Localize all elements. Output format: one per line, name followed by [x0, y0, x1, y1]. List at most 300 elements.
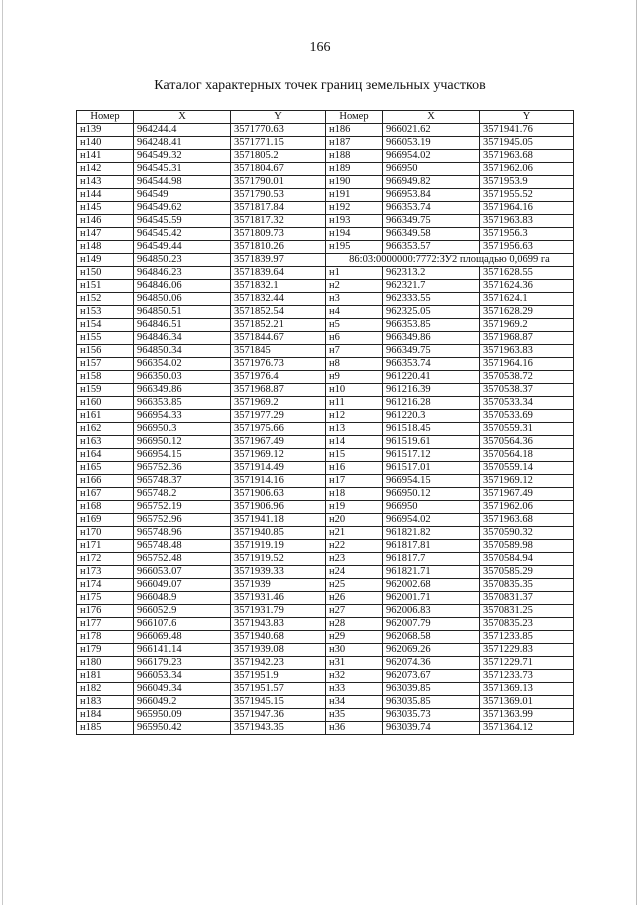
y-coordinate-cell: 3570831.25 — [480, 605, 574, 618]
point-number-cell: н182 — [77, 683, 134, 696]
point-number-cell: н165 — [77, 462, 134, 475]
point-number-cell: н14 — [326, 436, 383, 449]
point-number-cell: н35 — [326, 709, 383, 722]
y-coordinate-cell: 3571845 — [231, 345, 326, 358]
x-coordinate-cell: 964544.98 — [134, 176, 231, 189]
point-number-cell: н30 — [326, 644, 383, 657]
table-row — [77, 618, 574, 631]
x-coordinate-cell: 966353.85 — [383, 319, 480, 332]
table-row — [77, 670, 574, 683]
x-coordinate-cell: 963039.74 — [383, 722, 480, 735]
y-coordinate-cell: 3571624.36 — [480, 280, 574, 293]
point-number-cell: н29 — [326, 631, 383, 644]
y-coordinate-cell: 3571975.66 — [231, 423, 326, 436]
y-coordinate-cell: 3571852.54 — [231, 306, 326, 319]
table-row — [77, 488, 574, 501]
x-coordinate-cell: 964850.23 — [134, 254, 231, 267]
x-coordinate-cell: 966949.82 — [383, 176, 480, 189]
x-coordinate-cell: 966953.84 — [383, 189, 480, 202]
point-number-cell: н154 — [77, 319, 134, 332]
y-coordinate-cell: 3571969.2 — [480, 319, 574, 332]
point-number-cell: н2 — [326, 280, 383, 293]
y-coordinate-cell: 3571953.9 — [480, 176, 574, 189]
x-coordinate-cell: 963039.85 — [383, 683, 480, 696]
point-number-cell: н170 — [77, 527, 134, 540]
point-number-cell: н139 — [77, 124, 134, 137]
point-number-cell: н189 — [326, 163, 383, 176]
table-row — [77, 410, 574, 423]
x-coordinate-cell: 966354.02 — [134, 358, 231, 371]
point-number-cell: н33 — [326, 683, 383, 696]
point-number-cell: н175 — [77, 592, 134, 605]
point-number-cell: н176 — [77, 605, 134, 618]
column-header-number: Номер — [77, 111, 134, 124]
point-number-cell: н11 — [326, 397, 383, 410]
x-coordinate-cell: 961517.01 — [383, 462, 480, 475]
table-row — [77, 592, 574, 605]
x-coordinate-cell: 962325.05 — [383, 306, 480, 319]
y-coordinate-cell: 3571964.16 — [480, 358, 574, 371]
table-row — [77, 436, 574, 449]
point-number-cell: н1 — [326, 267, 383, 280]
x-coordinate-cell: 962001.71 — [383, 592, 480, 605]
point-number-cell: н9 — [326, 371, 383, 384]
table-row — [77, 696, 574, 709]
point-number-cell: н25 — [326, 579, 383, 592]
table-row — [77, 293, 574, 306]
column-header-number: Номер — [326, 111, 383, 124]
y-coordinate-cell: 3571810.26 — [231, 241, 326, 254]
y-coordinate-cell: 3570585.29 — [480, 566, 574, 579]
table-row — [77, 462, 574, 475]
x-coordinate-cell: 964850.34 — [134, 345, 231, 358]
point-number-cell: н17 — [326, 475, 383, 488]
scan-edge-right — [636, 0, 637, 905]
point-number-cell: н187 — [326, 137, 383, 150]
point-number-cell: н20 — [326, 514, 383, 527]
table-row — [77, 306, 574, 319]
y-coordinate-cell: 3570533.69 — [480, 410, 574, 423]
table-row — [77, 124, 574, 137]
y-coordinate-cell: 3571941.76 — [480, 124, 574, 137]
point-number-cell: н168 — [77, 501, 134, 514]
y-coordinate-cell: 3571770.63 — [231, 124, 326, 137]
x-coordinate-cell: 964248.41 — [134, 137, 231, 150]
x-coordinate-cell: 964549.44 — [134, 241, 231, 254]
x-coordinate-cell: 961518.45 — [383, 423, 480, 436]
point-number-cell: н16 — [326, 462, 383, 475]
column-header-x: X — [383, 111, 480, 124]
y-coordinate-cell: 3571943.83 — [231, 618, 326, 631]
x-coordinate-cell: 965748.37 — [134, 475, 231, 488]
y-coordinate-cell: 3571963.83 — [480, 215, 574, 228]
y-coordinate-cell: 3571940.85 — [231, 527, 326, 540]
x-coordinate-cell: 966954.15 — [134, 449, 231, 462]
point-number-cell: н179 — [77, 644, 134, 657]
y-coordinate-cell: 3571229.71 — [480, 657, 574, 670]
x-coordinate-cell: 964549.32 — [134, 150, 231, 163]
y-coordinate-cell: 3571976.4 — [231, 371, 326, 384]
x-coordinate-cell: 966049.34 — [134, 683, 231, 696]
x-coordinate-cell: 964850.51 — [134, 306, 231, 319]
point-number-cell: н184 — [77, 709, 134, 722]
y-coordinate-cell: 3571832.44 — [231, 293, 326, 306]
table-row — [77, 202, 574, 215]
point-number-cell: н141 — [77, 150, 134, 163]
y-coordinate-cell: 3570835.35 — [480, 579, 574, 592]
y-coordinate-cell: 3571945.15 — [231, 696, 326, 709]
point-number-cell: н155 — [77, 332, 134, 345]
y-coordinate-cell: 3571624.1 — [480, 293, 574, 306]
x-coordinate-cell: 966954.02 — [383, 514, 480, 527]
point-number-cell: н18 — [326, 488, 383, 501]
y-coordinate-cell: 3571969.2 — [231, 397, 326, 410]
point-number-cell: н15 — [326, 449, 383, 462]
y-coordinate-cell: 3571369.01 — [480, 696, 574, 709]
table-row — [77, 553, 574, 566]
y-coordinate-cell: 3571790.53 — [231, 189, 326, 202]
y-coordinate-cell: 3570538.37 — [480, 384, 574, 397]
point-number-cell: н160 — [77, 397, 134, 410]
table-row — [77, 514, 574, 527]
y-coordinate-cell: 3571962.06 — [480, 501, 574, 514]
x-coordinate-cell: 966954.15 — [383, 475, 480, 488]
y-coordinate-cell: 3571969.12 — [480, 475, 574, 488]
y-coordinate-cell: 3571628.55 — [480, 267, 574, 280]
y-coordinate-cell: 3571844.67 — [231, 332, 326, 345]
x-coordinate-cell: 961821.82 — [383, 527, 480, 540]
y-coordinate-cell: 3571968.87 — [231, 384, 326, 397]
y-coordinate-cell: 3571817.32 — [231, 215, 326, 228]
y-coordinate-cell: 3570584.94 — [480, 553, 574, 566]
x-coordinate-cell: 966950 — [383, 501, 480, 514]
point-number-cell: н8 — [326, 358, 383, 371]
table-header-row — [77, 111, 574, 124]
point-number-cell: н194 — [326, 228, 383, 241]
y-coordinate-cell: 3571942.23 — [231, 657, 326, 670]
point-number-cell: н174 — [77, 579, 134, 592]
point-number-cell: н23 — [326, 553, 383, 566]
point-number-cell: н164 — [77, 449, 134, 462]
point-number-cell: н195 — [326, 241, 383, 254]
x-coordinate-cell: 966349.86 — [383, 332, 480, 345]
point-number-cell: н6 — [326, 332, 383, 345]
table-row — [77, 163, 574, 176]
table-row — [77, 709, 574, 722]
y-coordinate-cell: 3571939.33 — [231, 566, 326, 579]
page-number: 166 — [309, 40, 331, 55]
y-coordinate-cell: 3570564.18 — [480, 449, 574, 462]
y-coordinate-cell: 3571963.68 — [480, 514, 574, 527]
x-coordinate-cell: 964846.34 — [134, 332, 231, 345]
x-coordinate-cell: 966053.34 — [134, 670, 231, 683]
point-number-cell: н148 — [77, 241, 134, 254]
y-coordinate-cell: 3571969.12 — [231, 449, 326, 462]
x-coordinate-cell: 965752.36 — [134, 462, 231, 475]
column-header-y: Y — [480, 111, 574, 124]
y-coordinate-cell: 3571951.9 — [231, 670, 326, 683]
x-coordinate-cell: 964545.31 — [134, 163, 231, 176]
y-coordinate-cell: 3571956.3 — [480, 228, 574, 241]
x-coordinate-cell: 966069.48 — [134, 631, 231, 644]
point-number-cell: н151 — [77, 280, 134, 293]
x-coordinate-cell: 966179.23 — [134, 657, 231, 670]
y-coordinate-cell: 3571951.57 — [231, 683, 326, 696]
x-coordinate-cell: 962006.83 — [383, 605, 480, 618]
point-number-cell: н188 — [326, 150, 383, 163]
point-number-cell: н22 — [326, 540, 383, 553]
table-row — [77, 449, 574, 462]
y-coordinate-cell: 3571963.68 — [480, 150, 574, 163]
x-coordinate-cell: 962333.55 — [383, 293, 480, 306]
x-coordinate-cell: 966049.07 — [134, 579, 231, 592]
point-number-cell: н192 — [326, 202, 383, 215]
y-coordinate-cell: 3571967.49 — [480, 488, 574, 501]
point-number-cell: н159 — [77, 384, 134, 397]
x-coordinate-cell: 966349.75 — [383, 345, 480, 358]
y-coordinate-cell: 3570835.23 — [480, 618, 574, 631]
point-number-cell: н191 — [326, 189, 383, 202]
x-coordinate-cell: 964545.42 — [134, 228, 231, 241]
table-row — [77, 566, 574, 579]
point-number-cell: н32 — [326, 670, 383, 683]
x-coordinate-cell: 964244.4 — [134, 124, 231, 137]
y-coordinate-cell: 3571364.12 — [480, 722, 574, 735]
point-number-cell: н178 — [77, 631, 134, 644]
scan-edge-left — [2, 0, 3, 905]
x-coordinate-cell: 961821.71 — [383, 566, 480, 579]
table-row — [77, 150, 574, 163]
y-coordinate-cell: 3571839.64 — [231, 267, 326, 280]
y-coordinate-cell: 3570559.14 — [480, 462, 574, 475]
x-coordinate-cell: 961220.41 — [383, 371, 480, 384]
x-coordinate-cell: 961216.28 — [383, 397, 480, 410]
point-number-cell: н177 — [77, 618, 134, 631]
table-row — [77, 657, 574, 670]
point-number-cell: н5 — [326, 319, 383, 332]
y-coordinate-cell: 3571947.36 — [231, 709, 326, 722]
x-coordinate-cell: 962002.68 — [383, 579, 480, 592]
x-coordinate-cell: 966353.85 — [134, 397, 231, 410]
x-coordinate-cell: 961817.81 — [383, 540, 480, 553]
x-coordinate-cell: 966049.2 — [134, 696, 231, 709]
point-number-cell: н158 — [77, 371, 134, 384]
y-coordinate-cell: 3571771.15 — [231, 137, 326, 150]
x-coordinate-cell: 966950.12 — [383, 488, 480, 501]
x-coordinate-cell: 962069.26 — [383, 644, 480, 657]
x-coordinate-cell: 962074.36 — [383, 657, 480, 670]
x-coordinate-cell: 964846.06 — [134, 280, 231, 293]
table-row — [77, 189, 574, 202]
x-coordinate-cell: 965752.19 — [134, 501, 231, 514]
y-coordinate-cell: 3571363.99 — [480, 709, 574, 722]
y-coordinate-cell: 3571962.06 — [480, 163, 574, 176]
point-number-cell: н21 — [326, 527, 383, 540]
y-coordinate-cell: 3571945.05 — [480, 137, 574, 150]
y-coordinate-cell: 3571817.84 — [231, 202, 326, 215]
y-coordinate-cell: 3571906.63 — [231, 488, 326, 501]
y-coordinate-cell: 3570533.34 — [480, 397, 574, 410]
x-coordinate-cell: 963035.73 — [383, 709, 480, 722]
y-coordinate-cell: 3571369.13 — [480, 683, 574, 696]
table-row — [77, 644, 574, 657]
x-coordinate-cell: 965752.48 — [134, 553, 231, 566]
x-coordinate-cell: 964549.62 — [134, 202, 231, 215]
x-coordinate-cell: 965748.48 — [134, 540, 231, 553]
point-number-cell: н156 — [77, 345, 134, 358]
parcel-caption-cell: 86:03:0000000:7772:ЗУ2 площадью 0,0699 га — [326, 254, 574, 267]
x-coordinate-cell: 966053.07 — [134, 566, 231, 579]
x-coordinate-cell: 961220.3 — [383, 410, 480, 423]
point-number-cell: н183 — [77, 696, 134, 709]
point-number-cell: н163 — [77, 436, 134, 449]
coordinates-table — [76, 110, 574, 735]
table-row — [77, 501, 574, 514]
point-number-cell: н7 — [326, 345, 383, 358]
point-number-cell: н24 — [326, 566, 383, 579]
x-coordinate-cell: 965748.96 — [134, 527, 231, 540]
table-row — [77, 384, 574, 397]
y-coordinate-cell: 3570590.32 — [480, 527, 574, 540]
table-row — [77, 241, 574, 254]
y-coordinate-cell: 3571939.08 — [231, 644, 326, 657]
table-row — [77, 280, 574, 293]
point-number-cell: н167 — [77, 488, 134, 501]
table-row — [77, 540, 574, 553]
table-row — [77, 176, 574, 189]
point-number-cell: н12 — [326, 410, 383, 423]
x-coordinate-cell: 966052.9 — [134, 605, 231, 618]
x-coordinate-cell: 964846.51 — [134, 319, 231, 332]
point-number-cell: н180 — [77, 657, 134, 670]
y-coordinate-cell: 3571968.87 — [480, 332, 574, 345]
y-coordinate-cell: 3571914.49 — [231, 462, 326, 475]
point-number-cell: н28 — [326, 618, 383, 631]
x-coordinate-cell: 966021.62 — [383, 124, 480, 137]
table-row — [77, 345, 574, 358]
table-row — [77, 319, 574, 332]
y-coordinate-cell: 3571955.52 — [480, 189, 574, 202]
x-coordinate-cell: 962321.7 — [383, 280, 480, 293]
point-number-cell: н172 — [77, 553, 134, 566]
point-number-cell: н186 — [326, 124, 383, 137]
x-coordinate-cell: 966954.02 — [383, 150, 480, 163]
point-number-cell: н161 — [77, 410, 134, 423]
table-row — [77, 228, 574, 241]
table-row — [77, 683, 574, 696]
table-row — [77, 423, 574, 436]
y-coordinate-cell: 3571628.29 — [480, 306, 574, 319]
point-number-cell: н3 — [326, 293, 383, 306]
x-coordinate-cell: 965752.96 — [134, 514, 231, 527]
y-coordinate-cell: 3571976.73 — [231, 358, 326, 371]
point-number-cell: н10 — [326, 384, 383, 397]
y-coordinate-cell: 3571805.2 — [231, 150, 326, 163]
x-coordinate-cell: 964846.23 — [134, 267, 231, 280]
x-coordinate-cell: 962007.79 — [383, 618, 480, 631]
table-row — [77, 579, 574, 592]
point-number-cell: н162 — [77, 423, 134, 436]
point-number-cell: н19 — [326, 501, 383, 514]
x-coordinate-cell: 966048.9 — [134, 592, 231, 605]
point-number-cell: н185 — [77, 722, 134, 735]
point-number-cell: н149 — [77, 254, 134, 267]
y-coordinate-cell: 3571839.97 — [231, 254, 326, 267]
x-coordinate-cell: 966353.57 — [383, 241, 480, 254]
y-coordinate-cell: 3571804.67 — [231, 163, 326, 176]
y-coordinate-cell: 3571919.19 — [231, 540, 326, 553]
y-coordinate-cell: 3571919.52 — [231, 553, 326, 566]
x-coordinate-cell: 966107.6 — [134, 618, 231, 631]
y-coordinate-cell: 3571790.01 — [231, 176, 326, 189]
table-row — [77, 137, 574, 150]
table-row — [77, 254, 574, 267]
column-header-y: Y — [231, 111, 326, 124]
y-coordinate-cell: 3571941.18 — [231, 514, 326, 527]
y-coordinate-cell: 3571914.16 — [231, 475, 326, 488]
y-coordinate-cell: 3570831.37 — [480, 592, 574, 605]
point-number-cell: н169 — [77, 514, 134, 527]
y-coordinate-cell: 3570564.36 — [480, 436, 574, 449]
x-coordinate-cell: 961216.39 — [383, 384, 480, 397]
y-coordinate-cell: 3571956.63 — [480, 241, 574, 254]
x-coordinate-cell: 966950 — [383, 163, 480, 176]
table-row — [77, 332, 574, 345]
y-coordinate-cell: 3571963.83 — [480, 345, 574, 358]
x-coordinate-cell: 962313.2 — [383, 267, 480, 280]
y-coordinate-cell: 3571964.16 — [480, 202, 574, 215]
point-number-cell: н4 — [326, 306, 383, 319]
x-coordinate-cell: 966350.03 — [134, 371, 231, 384]
x-coordinate-cell: 965950.09 — [134, 709, 231, 722]
y-coordinate-cell: 3571931.79 — [231, 605, 326, 618]
point-number-cell: н146 — [77, 215, 134, 228]
point-number-cell: н150 — [77, 267, 134, 280]
point-number-cell: н34 — [326, 696, 383, 709]
column-header-x: X — [134, 111, 231, 124]
x-coordinate-cell: 966349.58 — [383, 228, 480, 241]
point-number-cell: н36 — [326, 722, 383, 735]
x-coordinate-cell: 965950.42 — [134, 722, 231, 735]
table-row — [77, 722, 574, 735]
y-coordinate-cell: 3571977.29 — [231, 410, 326, 423]
x-coordinate-cell: 961519.61 — [383, 436, 480, 449]
point-number-cell: н142 — [77, 163, 134, 176]
x-coordinate-cell: 966053.19 — [383, 137, 480, 150]
point-number-cell: н145 — [77, 202, 134, 215]
x-coordinate-cell: 963035.85 — [383, 696, 480, 709]
table-row — [77, 527, 574, 540]
point-number-cell: н147 — [77, 228, 134, 241]
table-row — [77, 358, 574, 371]
point-number-cell: н26 — [326, 592, 383, 605]
point-number-cell: н153 — [77, 306, 134, 319]
x-coordinate-cell: 966349.75 — [383, 215, 480, 228]
x-coordinate-cell: 964549 — [134, 189, 231, 202]
y-coordinate-cell: 3571906.96 — [231, 501, 326, 514]
point-number-cell: н31 — [326, 657, 383, 670]
x-coordinate-cell: 966353.74 — [383, 202, 480, 215]
table-row — [77, 371, 574, 384]
point-number-cell: н157 — [77, 358, 134, 371]
y-coordinate-cell: 3571852.21 — [231, 319, 326, 332]
y-coordinate-cell: 3571940.68 — [231, 631, 326, 644]
point-number-cell: н166 — [77, 475, 134, 488]
y-coordinate-cell: 3571832.1 — [231, 280, 326, 293]
x-coordinate-cell: 961817.7 — [383, 553, 480, 566]
page-title: Каталог характерных точек границ земельных участков — [154, 78, 486, 93]
x-coordinate-cell: 966353.74 — [383, 358, 480, 371]
